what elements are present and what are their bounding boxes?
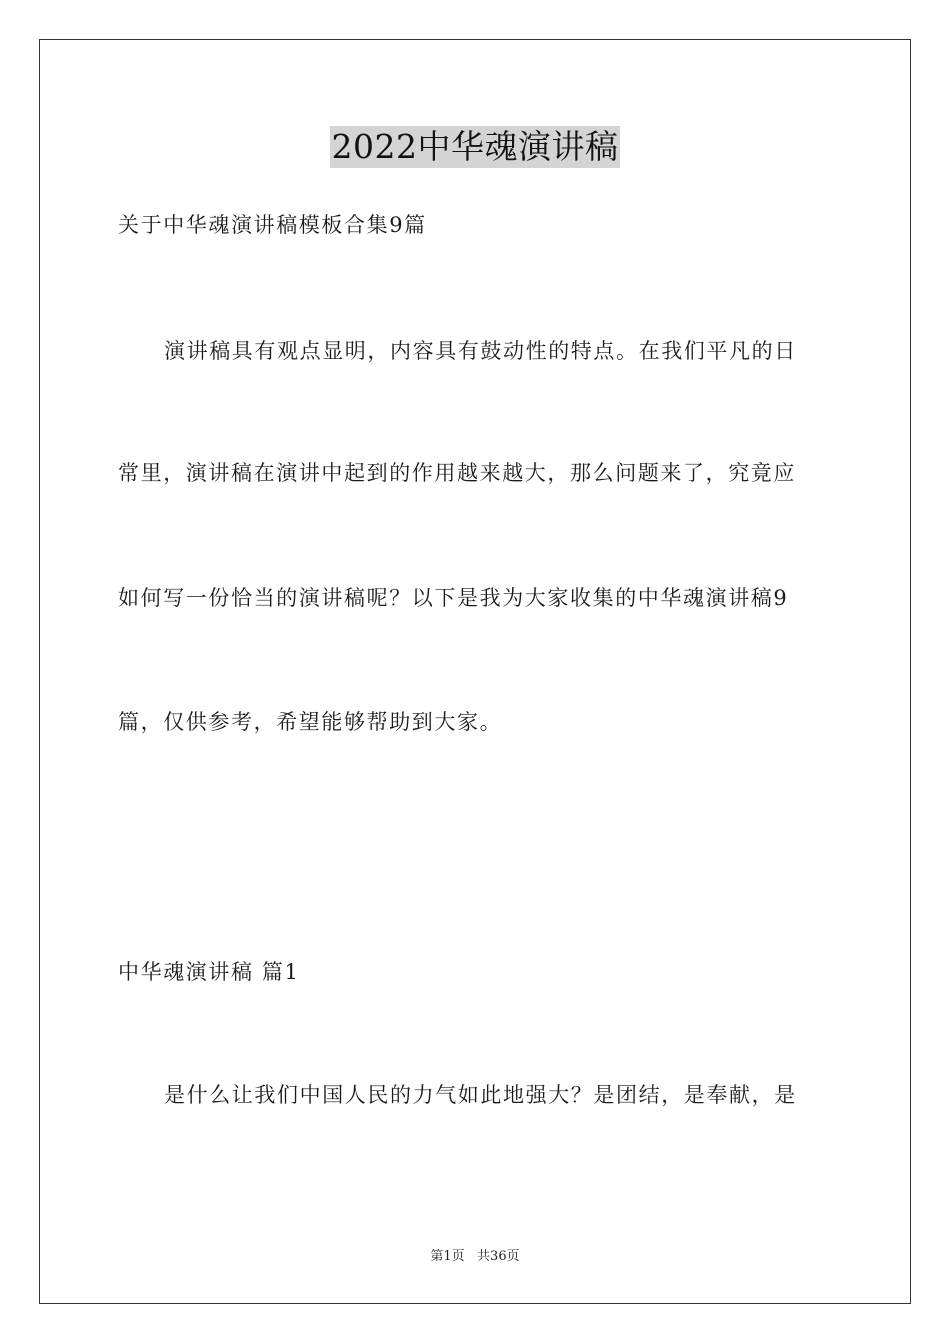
intro-paragraph-line: 如何写一份恰当的演讲稿呢？以下是我为大家收集的中华魂演讲稿9 xyxy=(118,586,789,610)
intro-paragraph-line: 常里，演讲稿在演讲中起到的作用越来越大，那么问题来了，究竟应 xyxy=(118,461,796,485)
section-paragraph-line: 是什么让我们中国人民的力气如此地强大？是团结，是奉献，是 xyxy=(164,1083,797,1107)
intro-paragraph-line: 篇，仅供参考，希望能够帮助到大家。 xyxy=(118,710,503,734)
section-heading: 中华魂演讲稿 篇1 xyxy=(118,960,300,984)
page-number-footer: 第1页 共36页 xyxy=(430,1249,520,1264)
title-container xyxy=(0,126,950,168)
intro-paragraph-line: 演讲稿具有观点显明，内容具有鼓动性的特点。在我们平凡的日 xyxy=(164,339,797,363)
document-title: 2022中华魂演讲稿 xyxy=(331,127,619,166)
document-subtitle: 关于中华魂演讲稿模板合集9篇 xyxy=(118,213,427,237)
